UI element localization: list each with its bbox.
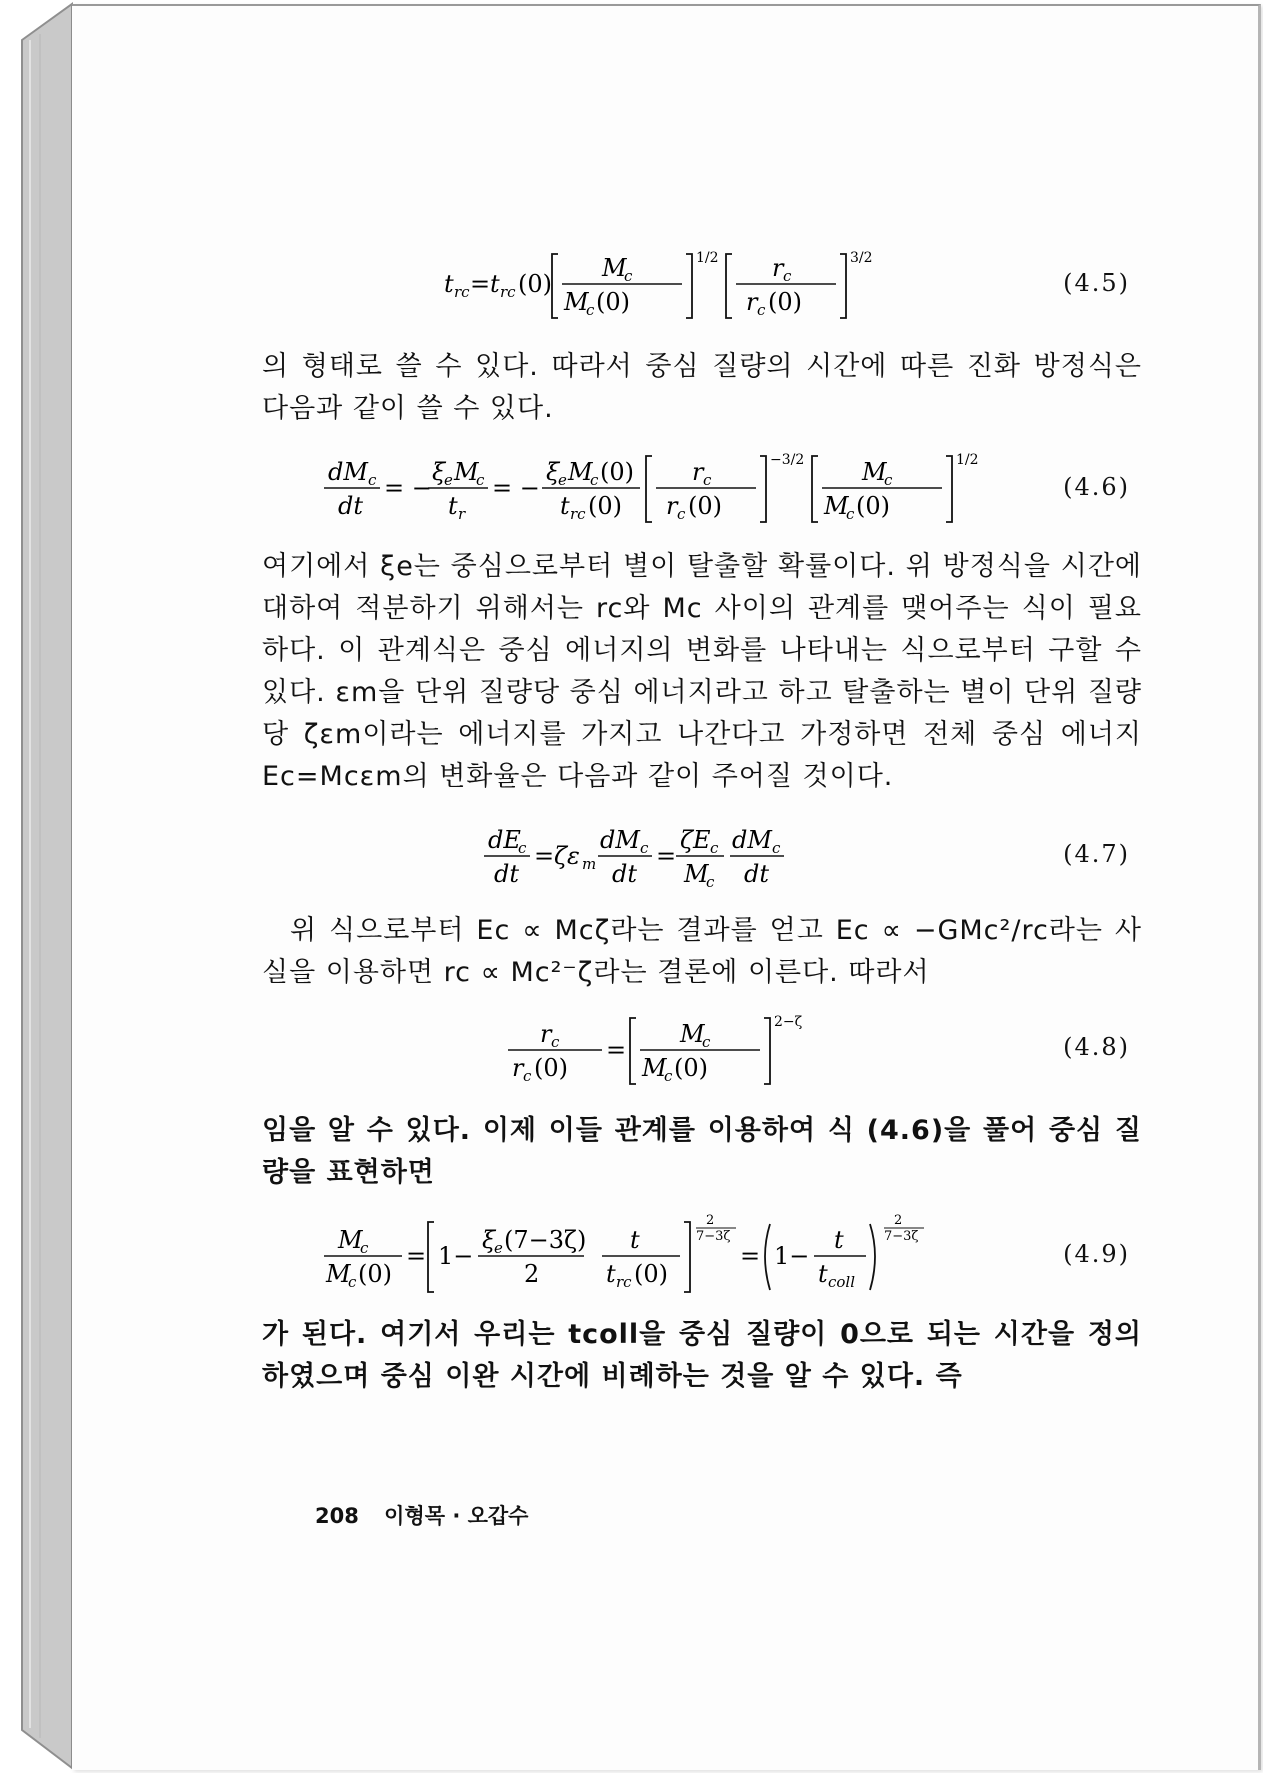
svg-text:dt: dt: [744, 860, 770, 888]
svg-text:M: M: [564, 288, 589, 316]
svg-text:c: c: [772, 839, 781, 857]
svg-text:(7−3ζ): (7−3ζ): [504, 1226, 587, 1254]
page-footer: [315, 1500, 528, 1530]
svg-text:c: c: [640, 839, 649, 857]
svg-text:ξ: ξ: [482, 1226, 496, 1254]
svg-text:1−: 1−: [438, 1242, 474, 1270]
svg-text:(0): (0): [534, 1054, 568, 1082]
svg-text:ξ: ξ: [432, 458, 446, 486]
svg-text:= −: = −: [492, 474, 540, 502]
svg-text:dE: dE: [488, 826, 521, 854]
equation-4-9-formula: [262, 1208, 1142, 1300]
svg-text:e: e: [558, 471, 567, 489]
equation-number: (4.9): [1063, 1240, 1130, 1268]
svg-text:2: 2: [524, 1260, 540, 1288]
svg-text:(0): (0): [358, 1260, 392, 1288]
svg-text:t: t: [818, 1260, 828, 1288]
svg-text:=: =: [656, 842, 677, 870]
svg-text:M: M: [862, 458, 887, 486]
equation-4-8: [262, 1004, 1142, 1090]
svg-text:t: t: [630, 1226, 640, 1254]
svg-text:ζε: ζε: [554, 842, 580, 870]
equation-4-6: [262, 442, 1142, 532]
svg-text:rc: rc: [616, 1273, 632, 1291]
svg-text:r: r: [772, 254, 784, 282]
svg-text:m: m: [582, 855, 597, 873]
svg-text:c: c: [360, 1239, 369, 1257]
svg-text:r: r: [540, 1020, 552, 1048]
svg-text:ζE: ζE: [680, 826, 711, 854]
svg-text:c: c: [706, 873, 715, 891]
svg-text:(0): (0): [518, 270, 552, 298]
svg-text:(0): (0): [856, 492, 890, 520]
equation-4-9: [262, 1208, 1142, 1300]
svg-text:M: M: [824, 492, 849, 520]
svg-text:dt: dt: [338, 492, 364, 520]
svg-text:=: =: [606, 1036, 627, 1064]
svg-text:(0): (0): [768, 288, 802, 316]
svg-text:c: c: [586, 301, 595, 319]
svg-text:M: M: [642, 1054, 667, 1082]
svg-text:M: M: [338, 1226, 363, 1254]
equation-number: (4.6): [1063, 473, 1130, 501]
svg-text:M: M: [568, 458, 593, 486]
svg-text:t: t: [606, 1260, 616, 1288]
svg-text:e: e: [494, 1239, 503, 1257]
paragraph-5: 가 된다. 여기서 우리는 tcoll을 중심 질량이 0으로 되는 시간을 정의하였으며 중심 이완 시간에 비례하는 것을 알 수 있다. 즉: [262, 1319, 1142, 1392]
svg-text:c: c: [677, 505, 686, 523]
page-content: [262, 240, 1142, 1398]
svg-text:r: r: [512, 1054, 524, 1082]
svg-text:1/2: 1/2: [956, 452, 979, 468]
equation-number: (4.7): [1063, 840, 1130, 868]
svg-text:2−ζ: 2−ζ: [774, 1014, 803, 1030]
equation-4-8-formula: [262, 1004, 1142, 1090]
svg-text:c: c: [523, 1067, 532, 1085]
svg-text:t: t: [448, 492, 458, 520]
svg-text:7−3ζ: 7−3ζ: [696, 1229, 731, 1244]
svg-text:c: c: [783, 267, 792, 285]
svg-text:c: c: [710, 839, 719, 857]
svg-text:= −: = −: [384, 474, 432, 502]
svg-text:c: c: [348, 1273, 357, 1291]
svg-text:dt: dt: [612, 860, 638, 888]
svg-text:rc: rc: [570, 505, 586, 523]
svg-text:−3/2: −3/2: [770, 452, 805, 468]
svg-text:c: c: [476, 471, 485, 489]
paragraph-3: 위 식으로부터 Ec ∝ Mcζ라는 결과를 얻고 Ec ∝ −GMc²/rc라는 사실을 이용하면 rc ∝ Mc²⁻ζ라는 결론에 이른다. 따라서: [262, 915, 1142, 988]
svg-text:t: t: [444, 270, 454, 298]
svg-text:2: 2: [706, 1213, 715, 1228]
svg-text:M: M: [602, 254, 627, 282]
svg-text:(0): (0): [634, 1260, 668, 1288]
equation-number: (4.8): [1063, 1033, 1130, 1061]
svg-text:3/2: 3/2: [850, 250, 873, 266]
svg-text:1/2: 1/2: [696, 250, 719, 266]
svg-text:=: =: [740, 1242, 761, 1270]
equation-4-7: [262, 812, 1142, 896]
svg-text:c: c: [624, 267, 633, 285]
svg-text:(0): (0): [588, 492, 622, 520]
svg-text:=: =: [534, 842, 555, 870]
svg-text:(0): (0): [674, 1054, 708, 1082]
svg-text:t: t: [560, 492, 570, 520]
page-authors: 이형목 · 오갑수: [384, 1504, 529, 1528]
svg-text:r: r: [692, 458, 704, 486]
svg-text:c: c: [703, 471, 712, 489]
svg-text:rc: rc: [500, 283, 516, 301]
svg-text:1−: 1−: [774, 1242, 810, 1270]
svg-text:M: M: [326, 1260, 351, 1288]
svg-text:M: M: [680, 1020, 705, 1048]
svg-text:dt: dt: [494, 860, 520, 888]
svg-text:c: c: [664, 1067, 673, 1085]
svg-text:c: c: [757, 301, 766, 319]
svg-text:r: r: [458, 505, 466, 523]
svg-text:dM: dM: [328, 458, 368, 486]
svg-text:2: 2: [894, 1213, 903, 1228]
paragraph-2: 여기에서 ξe는 중심으로부터 별이 탈출할 확률이다. 위 방정식을 시간에 대하여 적분하기 위해서는 rc와 Mc 사이의 관계를 맺어주는 식이 필요하다. 이 관계식은 중심 에너지의 변화를 나타내는 식으로부터 구할 수 있다. εm을 단위 질량당 중심 에너지라고 하고 탈출하는 별이 단위 질량당 ζεm이라는 에너지를 가지고 나간다고 가정하면 전체 중심 에너지 Ec=Mcεm의 변화율은 다음과 같이 주어질 것이다.: [262, 551, 1142, 792]
paragraph-4: 임을 알 수 있다. 이제 이들 관계를 이용하여 식 (4.6)을 풀어 중심 질량을 표현하면: [262, 1115, 1142, 1188]
svg-text:c: c: [846, 505, 855, 523]
equation-number: (4.5): [1063, 269, 1130, 297]
svg-text:e: e: [444, 471, 453, 489]
svg-text:=: =: [470, 270, 491, 298]
svg-text:t: t: [490, 270, 500, 298]
svg-text:M: M: [684, 860, 709, 888]
paragraph-1: 의 형태로 쓸 수 있다. 따라서 중심 질량의 시간에 따른 진화 방정식은 다음과 같이 쓸 수 있다.: [262, 351, 1142, 424]
svg-text:r: r: [666, 492, 678, 520]
svg-text:ξ: ξ: [546, 458, 560, 486]
svg-text:=: =: [406, 1242, 427, 1270]
svg-text:c: c: [884, 471, 893, 489]
svg-text:(0): (0): [600, 458, 634, 486]
equation-4-6-formula: [262, 442, 1142, 532]
svg-text:t: t: [834, 1226, 844, 1254]
equation-4-5-formula: [262, 240, 1142, 326]
svg-text:(0): (0): [688, 492, 722, 520]
svg-text:coll: coll: [828, 1273, 856, 1291]
svg-text:c: c: [551, 1033, 560, 1051]
equation-4-7-formula: [262, 812, 1142, 896]
svg-text:c: c: [590, 471, 599, 489]
equation-4-5: [262, 240, 1142, 326]
svg-text:(0): (0): [596, 288, 630, 316]
svg-text:M: M: [454, 458, 479, 486]
page-number: 208: [315, 1504, 359, 1528]
svg-text:c: c: [702, 1033, 711, 1051]
svg-text:c: c: [368, 471, 377, 489]
svg-text:dM: dM: [732, 826, 772, 854]
svg-text:dM: dM: [600, 826, 640, 854]
svg-text:rc: rc: [454, 283, 470, 301]
svg-text:c: c: [518, 839, 527, 857]
svg-text:r: r: [746, 288, 758, 316]
svg-text:7−3ζ: 7−3ζ: [884, 1229, 919, 1244]
